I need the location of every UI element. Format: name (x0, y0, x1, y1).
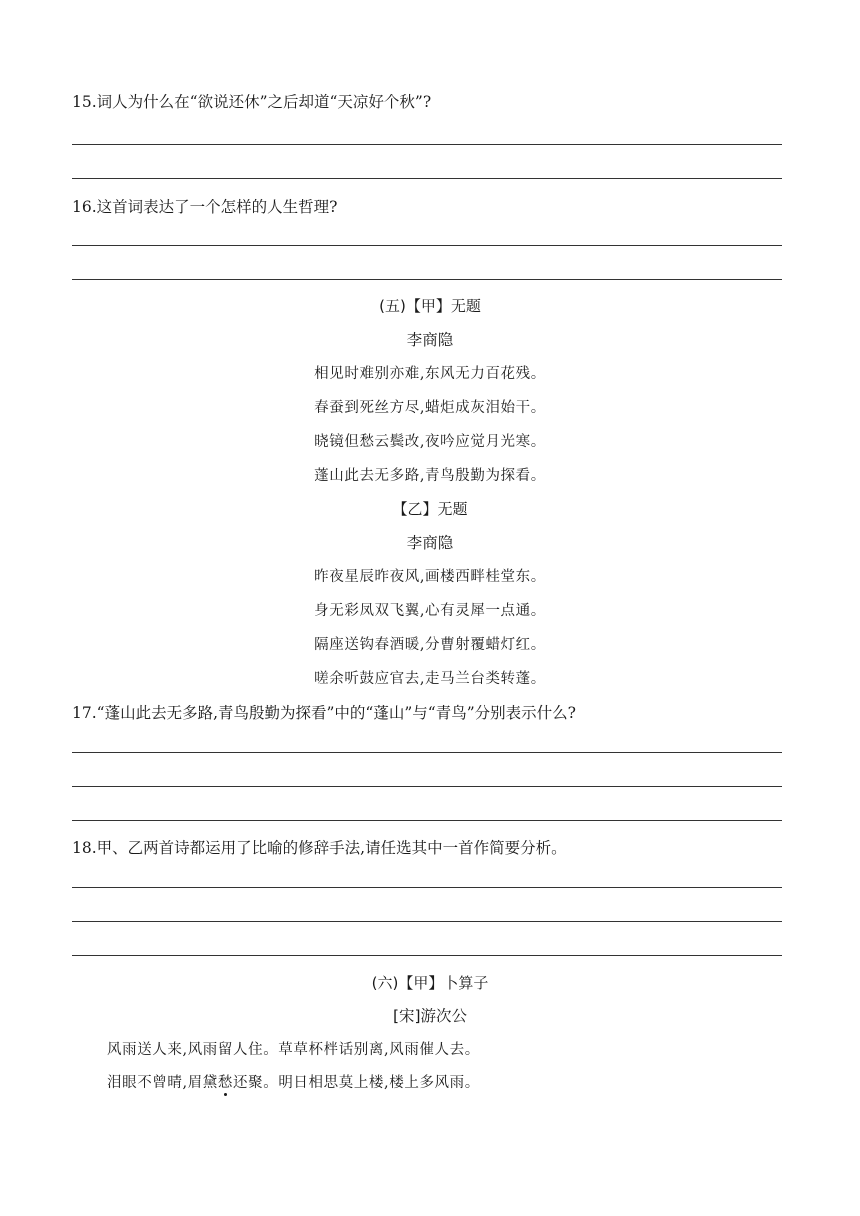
poem-author: [宋]游次公 (392, 1007, 468, 1025)
poem-title: (五)【甲】无题 (379, 297, 481, 315)
question-16: 16.这首词表达了一个怎样的人生哲理? (72, 198, 338, 216)
poem-title: 【乙】无题 (392, 500, 468, 518)
answer-line (72, 921, 782, 922)
poem-author: 李商隐 (406, 534, 454, 552)
emphasis-dot-char: 愁 (217, 1075, 234, 1091)
answer-line (72, 955, 782, 956)
answer-line (72, 245, 782, 246)
ci-text: 还聚。明日相思莫上楼,楼上多风雨。 (233, 1075, 480, 1091)
poem-line: 蓬山此去无多路,青鸟殷勤为探看。 (314, 468, 546, 484)
question-15: 15.词人为什么在“欲说还休”之后却道“天凉好个秋”? (72, 93, 432, 111)
poem-line: 身无彩凤双飞翼,心有灵犀一点通。 (314, 603, 546, 619)
question-18: 18.甲、乙两首诗都运用了比喻的修辞手法,请任选其中一首作简要分析。 (72, 839, 567, 857)
poem-line: 春蚕到死丝方尽,蜡炬成灰泪始干。 (314, 400, 546, 416)
answer-line (72, 786, 782, 787)
ci-text: 泪眼不曾晴,眉黛 (107, 1075, 218, 1091)
answer-line (72, 178, 782, 179)
poem-line: 晓镜但愁云鬓改,夜吟应觉月光寒。 (314, 434, 546, 450)
question-17: 17.“蓬山此去无多路,青鸟殷勤为探看”中的“蓬山”与“青鸟”分别表示什么? (72, 704, 576, 722)
answer-line (72, 820, 782, 821)
poem-line: 隔座送钩春酒暖,分曹射覆蜡灯红。 (314, 637, 546, 653)
poem-line: 昨夜星辰昨夜风,画楼西畔桂堂东。 (314, 569, 546, 585)
poem-line: 相见时难别亦难,东风无力百花残。 (314, 366, 546, 382)
poem-author: 李商隐 (406, 331, 454, 349)
answer-line (72, 887, 782, 888)
answer-line (72, 279, 782, 280)
answer-line (72, 144, 782, 145)
poem-line: 嗟余听鼓应官去,走马兰台类转蓬。 (314, 671, 546, 687)
ci-line: 风雨送人来,风雨留人住。草草杯柈话别离,风雨催人去。 (107, 1042, 480, 1058)
ci-line (107, 1073, 480, 1093)
poem-title: (六)【甲】卜算子 (371, 974, 489, 992)
answer-line (72, 752, 782, 753)
